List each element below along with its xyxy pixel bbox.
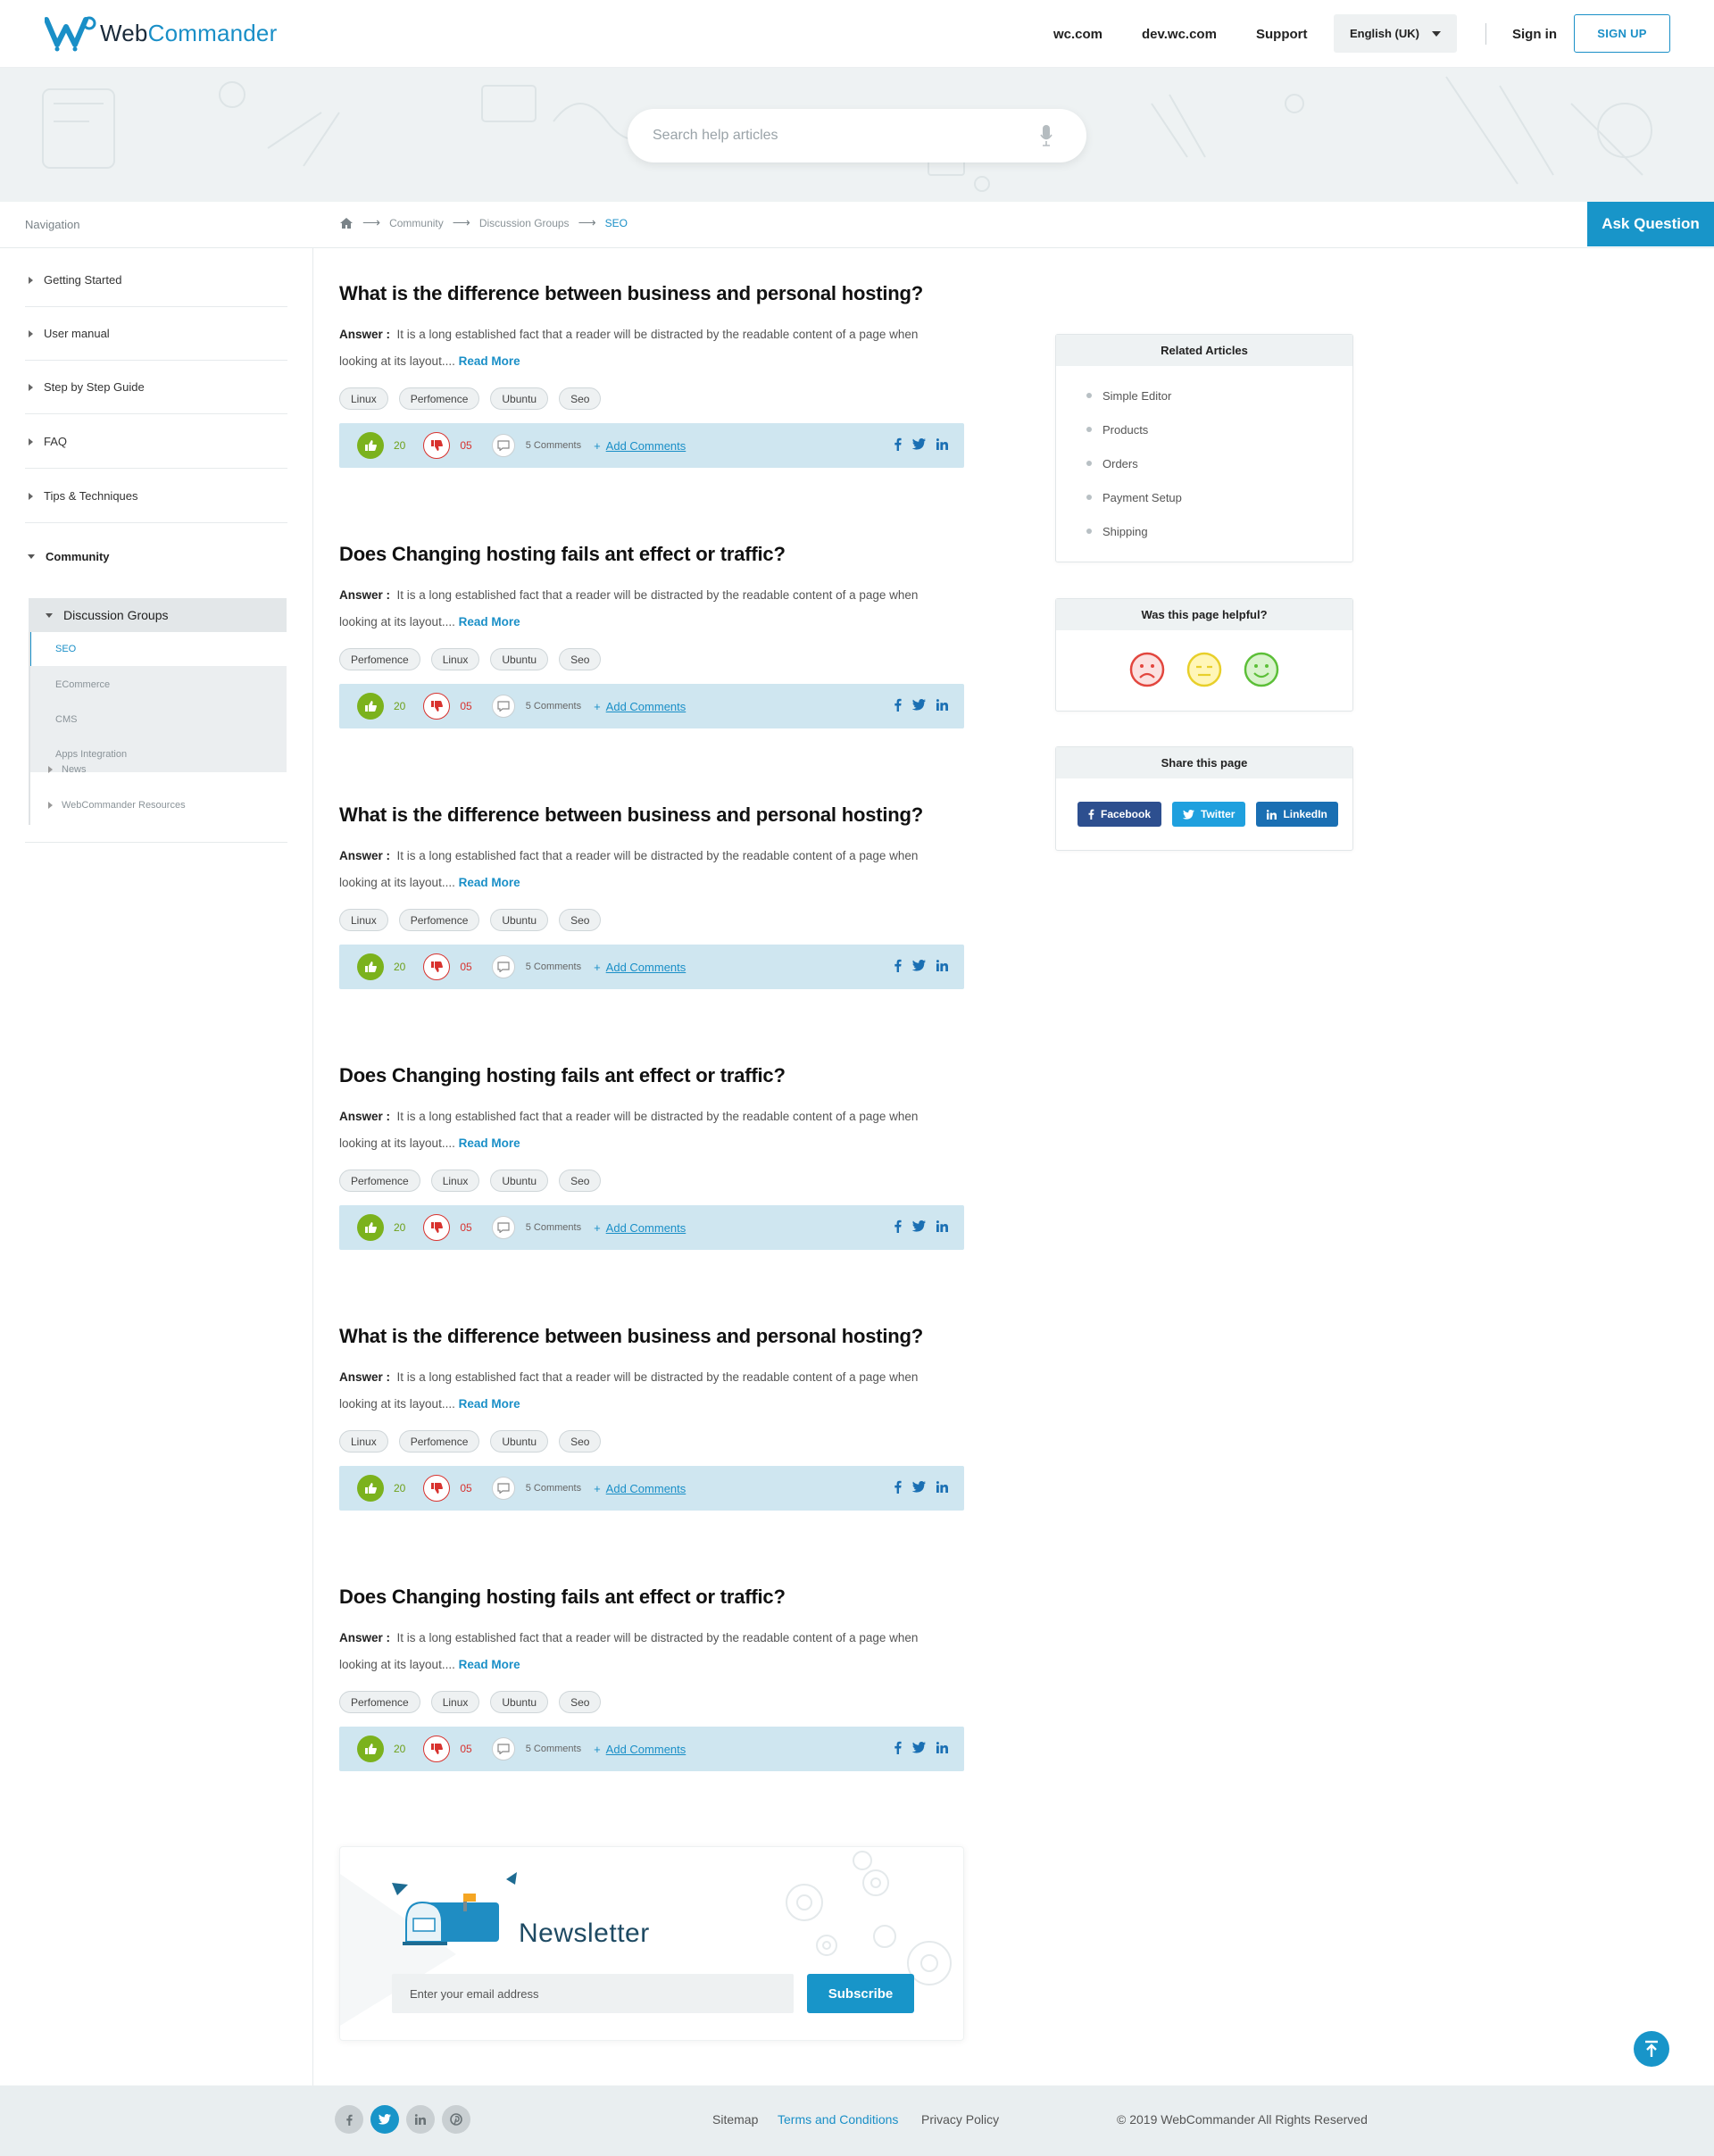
answer-label: Answer : — [339, 588, 391, 602]
question-title[interactable]: What is the difference between business and personal hosting? — [339, 1325, 924, 1347]
question-action-bar — [339, 1727, 964, 1771]
tag-pill[interactable]: Perfomence — [399, 1430, 480, 1453]
question-card — [339, 803, 964, 989]
comment-count[interactable]: 5 Comments — [525, 1744, 582, 1754]
tag-list — [339, 1170, 964, 1192]
question-action-bar — [339, 684, 964, 728]
footer-link-sitemap[interactable]: Sitemap — [712, 2112, 759, 2127]
tag-pill[interactable]: Ubuntu — [490, 1430, 548, 1453]
comment-icon — [492, 1216, 515, 1239]
arrow-right-icon: ⟶ — [452, 215, 470, 229]
facebook-icon — [1088, 809, 1094, 820]
share-facebook-label: Facebook — [1101, 808, 1152, 820]
read-more-link[interactable]: Read More — [458, 1658, 520, 1671]
helpful-widget — [1055, 598, 1353, 712]
caret-right-icon — [29, 438, 33, 445]
thumbs-down-icon[interactable] — [423, 1214, 450, 1241]
add-comments-link[interactable]: + Add Comments — [594, 960, 686, 974]
answer-text — [339, 1625, 955, 1678]
tag-pill[interactable]: Seo — [559, 1170, 601, 1192]
search-box[interactable] — [628, 109, 1086, 162]
comment-count[interactable]: 5 Comments — [525, 1222, 582, 1233]
sidebar-item-webcommander-resources[interactable] — [45, 800, 186, 811]
tag-pill[interactable]: Linux — [339, 909, 388, 931]
related-article-link[interactable] — [1086, 480, 1352, 514]
brand-name: WebCommander — [100, 19, 278, 46]
facebook-icon[interactable] — [894, 437, 902, 451]
sidebar-item-seo[interactable]: SEO — [29, 632, 287, 666]
comment-count[interactable]: 5 Comments — [525, 701, 582, 712]
back-to-top-button[interactable] — [1634, 2031, 1669, 2067]
read-more-link[interactable]: Read More — [458, 615, 520, 628]
breadcrumb-discussion-groups[interactable]: Discussion Groups — [478, 216, 570, 229]
question-title[interactable]: Does Changing hosting fails ant effect or traffic? — [339, 543, 786, 565]
webcommander-logo-icon — [45, 14, 96, 52]
related-articles-list — [1056, 366, 1352, 548]
facebook-icon[interactable] — [894, 959, 902, 972]
microphone-icon[interactable] — [1040, 125, 1053, 146]
read-more-link[interactable]: Read More — [458, 354, 520, 368]
question-title[interactable]: Does Changing hosting fails ant effect or traffic? — [339, 1586, 786, 1608]
related-article-link[interactable] — [1086, 379, 1352, 412]
tag-pill[interactable]: Seo — [559, 387, 601, 410]
sidebar-item-faq[interactable] — [25, 415, 287, 469]
related-articles-widget — [1055, 334, 1353, 562]
add-comments-label: Add Comments — [605, 699, 686, 713]
linkedin-icon[interactable] — [936, 1742, 948, 1753]
share-twitter-button[interactable] — [1172, 802, 1245, 827]
read-more-link[interactable]: Read More — [458, 1136, 520, 1150]
bullet-icon — [1086, 495, 1092, 500]
linkedin-icon — [1267, 810, 1277, 820]
sidebar-item-news[interactable] — [45, 764, 87, 775]
answer-label: Answer : — [339, 849, 391, 862]
sidebar-item-label: Step by Step Guide — [44, 380, 145, 394]
comment-icon — [492, 955, 515, 978]
sidebar-item-label: Community — [46, 550, 110, 563]
linkedin-icon[interactable] — [936, 960, 948, 971]
hero-banner — [0, 68, 1714, 202]
dislike-count: 05 — [460, 700, 472, 712]
neutral-face-icon[interactable] — [1186, 651, 1223, 688]
language-label: English (UK) — [1350, 27, 1419, 40]
dislike-count: 05 — [460, 1743, 472, 1755]
bullet-icon — [1086, 461, 1092, 466]
twitter-icon[interactable] — [912, 699, 926, 711]
question-action-bar — [339, 945, 964, 989]
thumbs-up-icon[interactable] — [357, 953, 384, 980]
language-select[interactable] — [1334, 14, 1457, 53]
sidebar-item-discussion-groups[interactable] — [29, 598, 287, 632]
tree-line — [29, 632, 30, 825]
comment-icon — [492, 434, 515, 457]
comment-icon — [492, 1477, 515, 1500]
sidebar-item-step-by-step-guide[interactable] — [25, 361, 287, 414]
signin-link[interactable]: Sign in — [1512, 26, 1557, 42]
caret-right-icon — [29, 277, 33, 284]
caret-right-icon — [29, 384, 33, 391]
answer-label: Answer : — [339, 1631, 391, 1644]
breadcrumb — [339, 215, 628, 230]
thumbs-up-icon[interactable] — [357, 1214, 384, 1241]
tag-pill[interactable]: Linux — [339, 387, 388, 410]
answer-text — [339, 321, 955, 375]
caret-down-icon — [1432, 31, 1441, 37]
question-action-bar — [339, 1466, 964, 1511]
answer-body: It is a long established fact that a reader will be distracted by the readable content of a page when looking at its layout.... — [339, 588, 919, 628]
thumbs-down-icon[interactable] — [423, 432, 450, 459]
caret-down-icon — [28, 554, 35, 559]
answer-text — [339, 1103, 955, 1157]
signup-button[interactable]: SIGN UP — [1574, 14, 1670, 53]
related-article-link[interactable] — [1086, 412, 1352, 446]
answer-body: It is a long established fact that a reader will be distracted by the readable content of a page when looking at its layout.... — [339, 1631, 919, 1671]
caret-right-icon — [29, 330, 33, 337]
question-title[interactable]: Does Changing hosting fails ant effect or traffic? — [339, 1064, 786, 1086]
footer-link-terms[interactable]: Terms and Conditions — [778, 2112, 899, 2127]
facebook-icon[interactable] — [335, 2105, 363, 2134]
sub-navigation-bar — [0, 202, 1714, 248]
answer-body: It is a long established fact that a reader will be distracted by the readable content of a page when looking at its layout.... — [339, 1370, 919, 1411]
linkedin-icon[interactable] — [936, 438, 948, 450]
facebook-icon[interactable] — [894, 1741, 902, 1754]
answer-text — [339, 843, 955, 896]
like-count: 20 — [394, 1221, 406, 1234]
thumbs-down-icon[interactable] — [423, 1736, 450, 1762]
answer-text — [339, 1364, 955, 1418]
answer-text — [339, 582, 955, 636]
tag-pill[interactable]: Linux — [431, 648, 480, 670]
sidebar-item-user-manual[interactable] — [25, 307, 287, 361]
answer-body: It is a long established fact that a reader will be distracted by the readable content of a page when looking at its layout.... — [339, 849, 919, 889]
tag-pill[interactable]: Perfomence — [399, 387, 480, 410]
question-action-bar — [339, 1205, 964, 1250]
sad-face-icon[interactable] — [1128, 651, 1166, 688]
happy-face-icon[interactable] — [1243, 651, 1280, 688]
add-comments-label: Add Comments — [605, 1481, 686, 1495]
tag-pill[interactable]: Linux — [339, 1430, 388, 1453]
sidebar-item-label: Tips & Techniques — [44, 489, 138, 503]
question-share — [894, 1480, 948, 1494]
caret-right-icon — [29, 493, 33, 500]
newsletter-email-input[interactable] — [392, 1974, 794, 2013]
twitter-icon[interactable] — [912, 1481, 926, 1493]
sidebar-item-tips-techniques[interactable] — [25, 470, 287, 523]
add-comments-link[interactable]: + Add Comments — [594, 1220, 686, 1235]
twitter-icon[interactable] — [912, 1220, 926, 1232]
sidebar-item-label: Discussion Groups — [63, 608, 169, 622]
thumbs-up-icon[interactable] — [357, 693, 384, 720]
tag-pill[interactable]: Perfomence — [339, 648, 420, 670]
arrow-up-icon — [1643, 2040, 1660, 2058]
twitter-icon[interactable] — [912, 960, 926, 971]
like-count: 20 — [394, 439, 406, 452]
tag-pill[interactable]: Perfomence — [399, 909, 480, 931]
newsletter-title: Newsletter — [519, 1919, 650, 1948]
linkedin-icon[interactable] — [936, 699, 948, 711]
share-title: Share this page — [1056, 747, 1352, 778]
discussion-groups-panel — [29, 598, 287, 772]
comment-count[interactable]: 5 Comments — [525, 1483, 582, 1494]
thumbs-up-icon[interactable] — [357, 1475, 384, 1502]
tag-pill[interactable]: Ubuntu — [490, 387, 548, 410]
like-count: 20 — [394, 961, 406, 973]
thumbs-down-icon[interactable] — [423, 693, 450, 720]
sidebar-item-label: Getting Started — [44, 273, 122, 287]
sidebar-item-label: News — [62, 764, 87, 775]
question-share — [894, 698, 948, 712]
bullet-icon — [1086, 529, 1092, 534]
share-twitter-label: Twitter — [1201, 808, 1236, 820]
linkedin-icon[interactable] — [936, 1220, 948, 1232]
helpful-title: Was this page helpful? — [1056, 599, 1352, 630]
sidebar-item-community[interactable] — [25, 550, 110, 563]
related-article-label: Simple Editor — [1102, 388, 1172, 403]
answer-body: It is a long established fact that a reader will be distracted by the readable content of a page when looking at its layout.... — [339, 1110, 919, 1150]
site-header — [0, 0, 1714, 68]
sidebar-item-ecommerce[interactable]: ECommerce — [55, 679, 111, 690]
dislike-count: 05 — [460, 1221, 472, 1234]
related-article-label: Shipping — [1102, 524, 1148, 538]
dislike-count: 05 — [460, 961, 472, 973]
answer-label: Answer : — [339, 1370, 391, 1384]
arrow-right-icon: ⟶ — [362, 215, 381, 229]
related-article-label: Orders — [1102, 456, 1138, 470]
newsletter-box — [339, 1846, 964, 2041]
tag-pill[interactable]: Ubuntu — [490, 1691, 548, 1713]
answer-label: Answer : — [339, 328, 391, 341]
twitter-icon[interactable] — [912, 438, 926, 450]
caret-right-icon — [48, 802, 53, 809]
question-share — [894, 1741, 948, 1754]
question-title[interactable]: What is the difference between business and personal hosting? — [339, 282, 924, 304]
read-more-link[interactable]: Read More — [458, 1397, 520, 1411]
thumbs-up-icon[interactable] — [357, 1736, 384, 1762]
twitter-icon[interactable] — [370, 2105, 399, 2134]
comment-icon — [492, 1737, 515, 1761]
related-article-label: Payment Setup — [1102, 490, 1182, 504]
tag-list — [339, 387, 964, 410]
like-count: 20 — [394, 1482, 406, 1494]
sidebar-item-label: FAQ — [44, 435, 68, 448]
sidebar-item-apps-integration[interactable]: Apps Integration — [55, 749, 128, 760]
home-icon[interactable] — [339, 217, 354, 229]
divider — [1485, 23, 1486, 45]
add-comments-link[interactable]: + Add Comments — [594, 699, 686, 713]
tag-pill[interactable]: Seo — [559, 1430, 601, 1453]
footer-copyright: © 2019 WebCommander All Rights Reserved — [1117, 2112, 1368, 2127]
footer-social-links — [335, 2105, 470, 2134]
add-comments-label: Add Comments — [605, 960, 686, 974]
tag-list — [339, 1691, 964, 1713]
twitter-icon[interactable] — [912, 1742, 926, 1753]
twitter-icon — [1183, 810, 1194, 820]
tag-list — [339, 648, 964, 670]
pinterest-icon[interactable] — [442, 2105, 470, 2134]
share-buttons — [1056, 778, 1352, 827]
feedback-faces — [1056, 630, 1352, 688]
related-articles-title: Related Articles — [1056, 335, 1352, 366]
add-comments-link[interactable]: + Add Comments — [594, 1742, 686, 1756]
tag-pill[interactable]: Seo — [559, 648, 601, 670]
sidebar-community-section — [25, 532, 287, 843]
ask-question-button[interactable]: Ask Question — [1587, 202, 1714, 246]
tag-pill[interactable]: Seo — [559, 909, 601, 931]
linkedin-icon[interactable] — [936, 1481, 948, 1493]
comment-count[interactable]: 5 Comments — [525, 961, 582, 972]
add-comments-link[interactable]: + Add Comments — [594, 1481, 686, 1495]
comment-count[interactable]: 5 Comments — [525, 440, 582, 451]
sidebar-item-cms[interactable]: CMS — [55, 714, 78, 725]
breadcrumb-community[interactable]: Community — [389, 216, 444, 229]
mailbox-icon — [403, 1894, 503, 1949]
add-comments-link[interactable]: + Add Comments — [594, 438, 686, 453]
bullet-icon — [1086, 393, 1092, 398]
question-share — [894, 959, 948, 972]
tag-pill[interactable]: Ubuntu — [490, 648, 548, 670]
add-comments-label: Add Comments — [605, 1220, 686, 1235]
add-comments-label: Add Comments — [605, 1742, 686, 1756]
like-count: 20 — [394, 700, 406, 712]
tag-list — [339, 909, 964, 931]
dislike-count: 05 — [460, 439, 472, 452]
search-input[interactable] — [653, 109, 1010, 162]
dislike-count: 05 — [460, 1482, 472, 1494]
question-card — [339, 543, 964, 728]
tag-pill[interactable]: Seo — [559, 1691, 601, 1713]
question-card — [339, 1064, 964, 1250]
footer-link-privacy[interactable]: Privacy Policy — [921, 2112, 1000, 2127]
tag-pill[interactable]: Ubuntu — [490, 909, 548, 931]
nav-dev-wc-com[interactable]: dev.wc.com — [1142, 26, 1217, 42]
site-footer — [0, 2085, 1714, 2156]
like-count: 20 — [394, 1743, 406, 1755]
related-article-link[interactable] — [1086, 446, 1352, 480]
tag-pill[interactable]: Linux — [431, 1691, 480, 1713]
share-widget — [1055, 746, 1353, 851]
tag-pill[interactable]: Perfomence — [339, 1170, 420, 1192]
question-card — [339, 1325, 964, 1511]
sidebar-item-getting-started[interactable] — [25, 254, 287, 307]
share-linkedin-label: LinkedIn — [1283, 808, 1327, 820]
question-action-bar — [339, 423, 964, 468]
subscribe-button[interactable]: Subscribe — [807, 1974, 914, 2013]
sidebar — [0, 248, 313, 2085]
thumbs-up-icon[interactable] — [357, 432, 384, 459]
thumbs-down-icon[interactable] — [423, 953, 450, 980]
question-card — [339, 282, 964, 468]
answer-label: Answer : — [339, 1110, 391, 1123]
related-article-label: Products — [1102, 422, 1149, 437]
navigation-label: Navigation — [25, 218, 80, 231]
facebook-icon[interactable] — [894, 1220, 902, 1233]
share-facebook-button[interactable] — [1077, 802, 1161, 827]
tag-pill[interactable]: Ubuntu — [490, 1170, 548, 1192]
linkedin-icon[interactable] — [406, 2105, 435, 2134]
bullet-icon — [1086, 427, 1092, 432]
sidebar-item-label: WebCommander Resources — [62, 800, 186, 811]
thumbs-down-icon[interactable] — [423, 1475, 450, 1502]
caret-right-icon — [48, 766, 53, 773]
tag-pill[interactable]: Linux — [431, 1170, 480, 1192]
share-linkedin-button[interactable] — [1256, 802, 1337, 827]
nav-support[interactable]: Support — [1256, 26, 1308, 42]
related-article-link[interactable] — [1086, 514, 1352, 548]
comment-icon — [492, 695, 515, 718]
question-card — [339, 1586, 964, 1771]
question-share — [894, 1220, 948, 1233]
tag-list — [339, 1430, 964, 1453]
caret-down-icon — [46, 613, 53, 618]
answer-body: It is a long established fact that a reader will be distracted by the readable content of a page when looking at its layout.... — [339, 328, 919, 368]
facebook-icon[interactable] — [894, 698, 902, 712]
logo[interactable] — [45, 14, 277, 52]
question-title[interactable]: What is the difference between business and personal hosting? — [339, 803, 924, 826]
read-more-link[interactable]: Read More — [458, 876, 520, 889]
sidebar-item-label: User manual — [44, 327, 110, 340]
question-share — [894, 437, 948, 451]
tag-pill[interactable]: Perfomence — [339, 1691, 420, 1713]
breadcrumb-seo: SEO — [604, 216, 628, 229]
facebook-icon[interactable] — [894, 1480, 902, 1494]
add-comments-label: Add Comments — [605, 438, 686, 453]
arrow-right-icon: ⟶ — [578, 215, 596, 229]
nav-wc-com[interactable]: wc.com — [1053, 26, 1103, 42]
